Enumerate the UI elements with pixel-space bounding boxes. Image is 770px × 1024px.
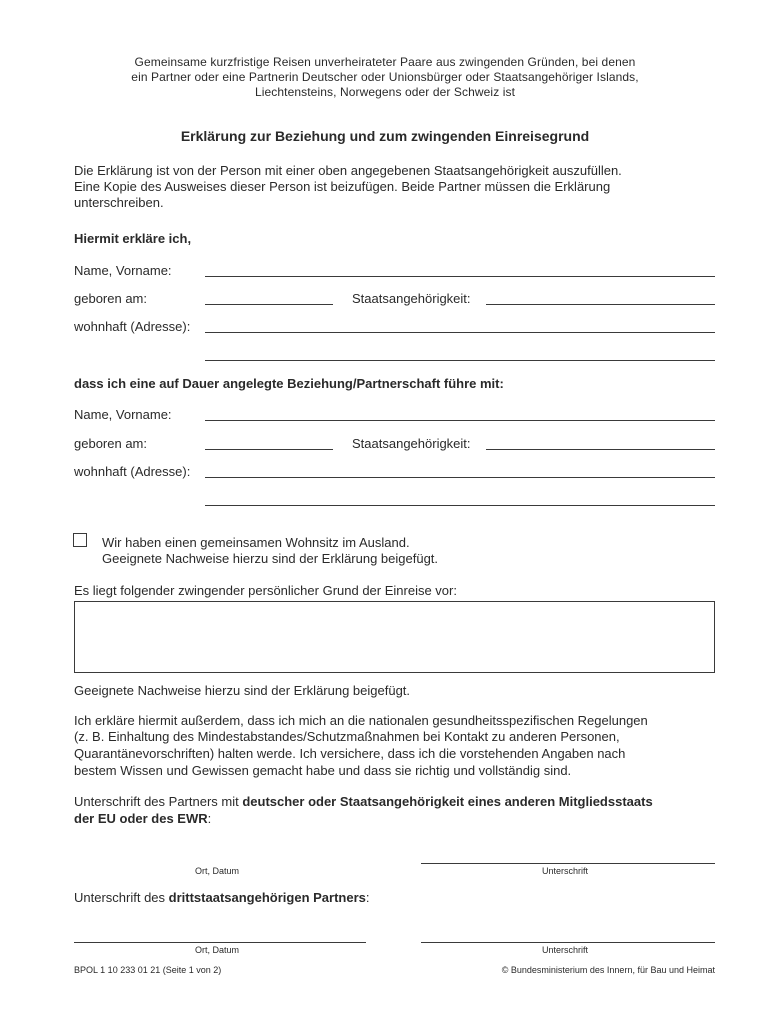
- reason-proof-note: Geeignete Nachweise hierzu sind der Erklärung beigefügt.: [74, 683, 411, 698]
- signature2-place-date-label: Ort, Datum: [195, 945, 240, 955]
- footer-form-number: BPOL 1 10 233 01 21 (Seite 1 von 2): [74, 965, 222, 975]
- signature2-bold: drittstaatsangehörigen Partners: [168, 890, 366, 905]
- partner-birth-field[interactable]: [205, 449, 333, 450]
- signature2-suffix: :: [365, 890, 370, 905]
- shared-residence-line-2: Geeignete Nachweise hierzu sind der Erklärung beigefügt.: [102, 551, 439, 566]
- signature1-suffix: :: [207, 811, 212, 826]
- header-line-3: Liechtensteins, Norwegens oder der Schweiz ist: [254, 85, 516, 99]
- declarant-address-label: wohnhaft (Adresse):: [74, 319, 191, 334]
- signature1-signature-label: Unterschrift: [542, 866, 589, 876]
- assurance-line-3: Quarantänevorschriften) halten werde. Ich versichere, dass ich die vorstehenden Angaben nach: [74, 746, 626, 761]
- assurance-line-4: bestem Wissen und Gewissen gemacht habe und dass sie richtig und vollständig sind.: [74, 763, 572, 778]
- intro-line-1: Die Erklärung ist von der Person mit einer oben angegebenen Staatsangehörigkeit auszufüllen.: [74, 163, 622, 178]
- footer-copyright: © Bundesministerium des Innern, für Bau und Heimat: [501, 965, 715, 975]
- declarant-birth-field[interactable]: [205, 304, 333, 305]
- header-line-1: Gemeinsame kurzfristige Reisen unverheirateter Paare aus zwingenden Gründen, bei denen: [134, 55, 636, 69]
- declarant-heading: Hiermit erkläre ich,: [74, 231, 192, 246]
- signature2-sign-field[interactable]: [421, 942, 715, 943]
- signature2-prefix: Unterschrift des: [74, 890, 169, 905]
- partner-address-field-2[interactable]: [205, 505, 715, 506]
- signature1-place-date-label: Ort, Datum: [195, 866, 240, 876]
- intro-line-3: unterschreiben.: [74, 195, 164, 210]
- declarant-nationality-label: Staatsangehörigkeit:: [352, 291, 471, 306]
- signature1-prefix: Unterschrift des Partners mit: [74, 794, 243, 809]
- reason-label: Es liegt folgender zwingender persönlicher Grund der Einreise vor:: [74, 583, 457, 598]
- declarant-nationality-field[interactable]: [486, 304, 715, 305]
- declarant-birth-label: geboren am:: [74, 291, 147, 306]
- signature1-bold-1: deutscher oder Staatsangehörigkeit eines anderen Mitgliedsstaats: [242, 794, 653, 809]
- intro-line-2: Eine Kopie des Ausweises dieser Person ist beizufügen. Beide Partner müssen die Erklärung: [74, 179, 611, 194]
- declarant-address-field-2[interactable]: [205, 360, 715, 361]
- partner-nationality-field[interactable]: [486, 449, 715, 450]
- signature1-heading-line-2: [74, 811, 211, 826]
- shared-residence-checkbox[interactable]: [73, 533, 87, 547]
- partner-address-field-1[interactable]: [205, 477, 715, 478]
- partner-name-field[interactable]: [205, 420, 715, 421]
- reason-textbox[interactable]: [74, 601, 715, 673]
- partner-nationality-label: Staatsangehörigkeit:: [352, 436, 471, 451]
- partner-heading: dass ich eine auf Dauer angelegte Beziehung/Partnerschaft führe mit:: [74, 376, 504, 391]
- declarant-name-field[interactable]: [205, 276, 715, 277]
- partner-birth-label: geboren am:: [74, 436, 147, 451]
- declarant-address-field-1[interactable]: [205, 332, 715, 333]
- partner-address-label: wohnhaft (Adresse):: [74, 464, 191, 479]
- signature1-heading-line-1: [74, 794, 653, 809]
- signature1-bold-2: der EU oder des EWR: [74, 811, 208, 826]
- signature2-place-date-field[interactable]: [74, 942, 366, 943]
- signature1-sign-field[interactable]: [421, 863, 715, 864]
- signature2-heading: [74, 890, 370, 905]
- document-title: Erklärung zur Beziehung und zum zwingenden Einreisegrund: [180, 128, 590, 144]
- shared-residence-line-1: Wir haben einen gemeinsamen Wohnsitz im Ausland.: [102, 535, 410, 550]
- declarant-name-label: Name, Vorname:: [74, 263, 172, 278]
- header-line-2: ein Partner oder eine Partnerin Deutscher oder Unionsbürger oder Staatsangehöriger Islands,: [131, 70, 639, 84]
- partner-name-label: Name, Vorname:: [74, 407, 172, 422]
- signature2-signature-label: Unterschrift: [542, 945, 589, 955]
- assurance-line-1: Ich erkläre hiermit außerdem, dass ich mich an die nationalen gesundheitsspezifischen Regelungen: [74, 713, 648, 728]
- assurance-line-2: (z. B. Einhaltung des Mindestabstandes/Schutzmaßnahmen bei Kontakt zu anderen Personen,: [74, 729, 620, 744]
